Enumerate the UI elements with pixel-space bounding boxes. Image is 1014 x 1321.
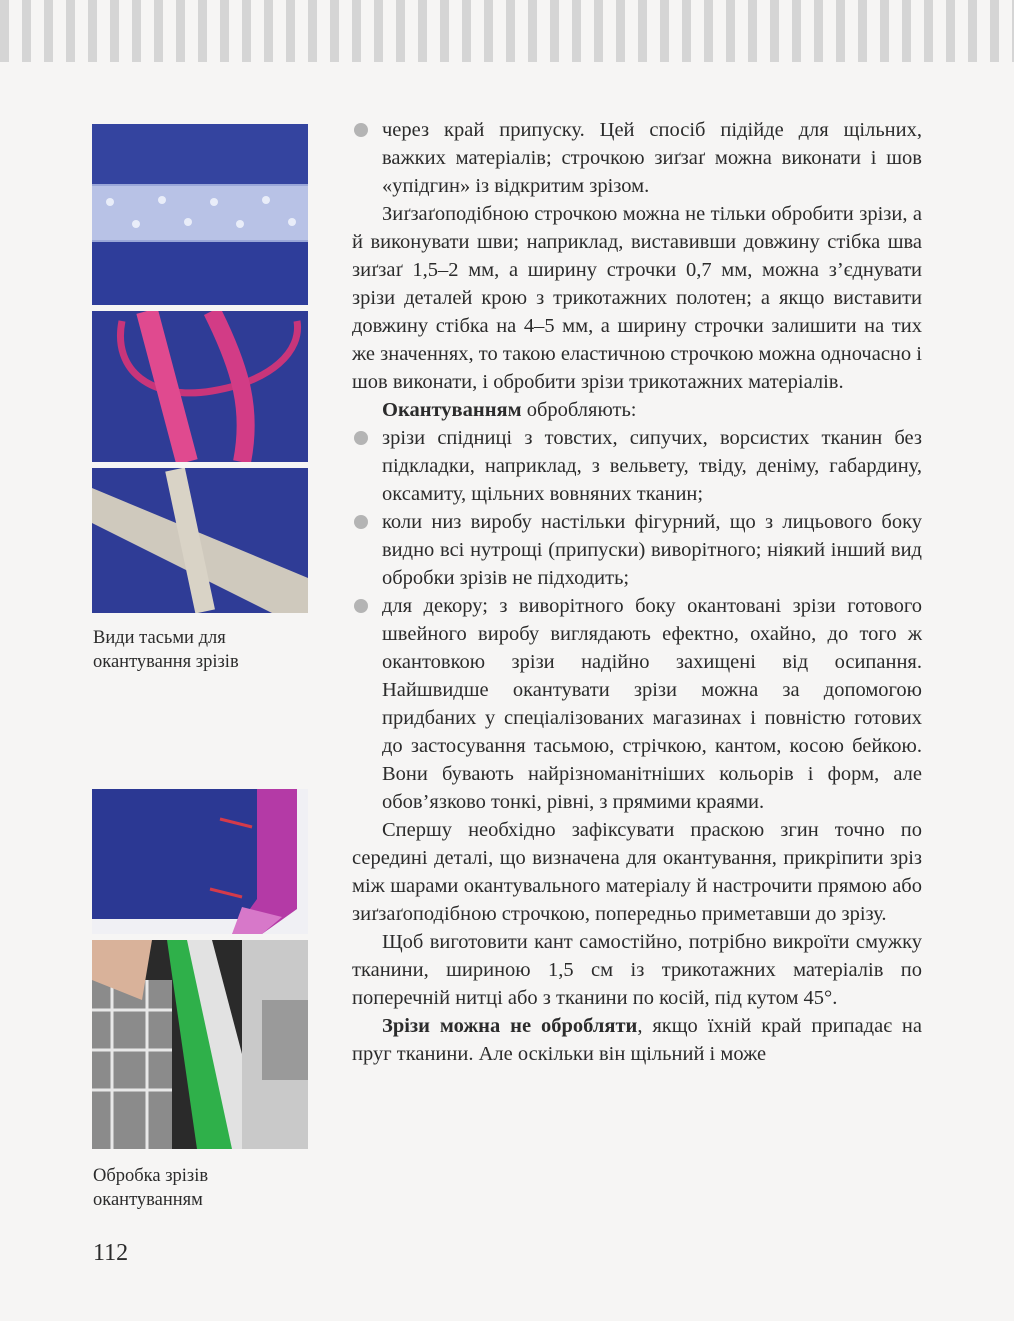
caption-tape-types bbox=[93, 626, 308, 674]
paragraph-rest: обробляють: bbox=[521, 399, 637, 421]
photo-sewing-binding bbox=[92, 940, 308, 1149]
caption-binding-process bbox=[93, 1164, 308, 1212]
bullet-dot-icon bbox=[354, 431, 368, 445]
paragraph: Спершу необхідно зафіксувати праскою згин точно по середині деталі, що визначена для окантування, прикріпити зріз між шарами окантувального матеріалу й настрочити прямою або зиґзаґоподібною строчкою, попередньо приметавши до зрізу. bbox=[352, 819, 922, 925]
bullet-item bbox=[352, 116, 922, 200]
bullet-text: зрізи спідниці з товстих, сипучих, ворсистих тканин без підкладки, наприклад, з вельвету, твіду, деніму, габардину, оксамиту, щільних вовняних тканин; bbox=[382, 427, 922, 505]
caption-line: Обробка зрізів bbox=[93, 1166, 209, 1186]
main-text bbox=[352, 116, 922, 1068]
paragraph-lead bbox=[352, 1012, 922, 1068]
caption-line: окантуванням bbox=[93, 1190, 203, 1210]
bullet-text: через край припуску. Цей спосіб підійде для щільних, важких матеріалів; строчкою зиґзаґ можна виконати і шов «упідгин» із відкритим зрізом. bbox=[382, 119, 922, 197]
bullet-dot-icon bbox=[354, 515, 368, 529]
bullet-item bbox=[352, 424, 922, 508]
bullet-item bbox=[352, 592, 922, 816]
photo-pink-bias-tape bbox=[92, 311, 308, 462]
bullet-text: для декору; з виворітного боку окантовані зрізи готового швейного виробу виглядають ефектно, охайно, до того ж окантовкою зрізи надійно захищені від осипання. Найшвидше окантувати зрізи можна за допомогою придбаних у спеціалізованих магазинах і повністю готових до застосування тасьмою, стрічкою, кантом, косою бейкою. Вони бувають найрізноманітніших кольорів і форм, але обов’язково тонкі, рівні, з прямими краями. bbox=[382, 595, 922, 813]
bold-term: Зрізи можна не обробляти bbox=[382, 1015, 638, 1037]
bullet-item bbox=[352, 508, 922, 592]
bullet-text: коли низ виробу настільки фігурний, що з лицьового боку видно всі нутрощі (припуски) виворітного; ніякий інший вид обробки зрізів не підходить; bbox=[382, 511, 922, 589]
paragraph-rest: , якщо їхній край припадає на пруг тканини. Але оскільки він щільний і може bbox=[352, 1015, 922, 1065]
paragraph-lead bbox=[352, 396, 922, 424]
page-number: 112 bbox=[93, 1240, 129, 1266]
bold-term: Окантуванням bbox=[382, 399, 522, 421]
header-stripes bbox=[0, 0, 1014, 62]
paragraph: Зиґзаґоподібною строчкою можна не тільки обробити зрізи, а й виконувати шви; наприклад, виставивши довжину стібка шва зиґзаґ 1,5–2 мм, а ширину строчки 0,7 мм, можна з’єднувати зрізи деталей крою з трикотажних полотен; а якщо виставити довжину стібка на 4–5 мм, а ширину строчки залишити на тих же значеннях, то такою еластичною строчкою можна одночасно і шов виконати, і обробити зрізи трикотажних матеріалів. bbox=[352, 203, 922, 393]
paragraph: Щоб виготовити кант самостійно, потрібно викроїти смужку тканини, шириною 1,5 см із трикотажних матеріалів по поперечній нитці або з тканини по косій, під кутом 45°. bbox=[352, 931, 922, 1009]
photo-ribbon-patterned bbox=[92, 124, 308, 305]
photo-elastic-band bbox=[92, 468, 308, 613]
caption-line: окантування зрізів bbox=[93, 652, 239, 672]
caption-line: Види тасьми для bbox=[93, 628, 226, 648]
photo-binding-fold bbox=[92, 789, 308, 934]
bullet-dot-icon bbox=[354, 123, 368, 137]
bullet-dot-icon bbox=[354, 599, 368, 613]
